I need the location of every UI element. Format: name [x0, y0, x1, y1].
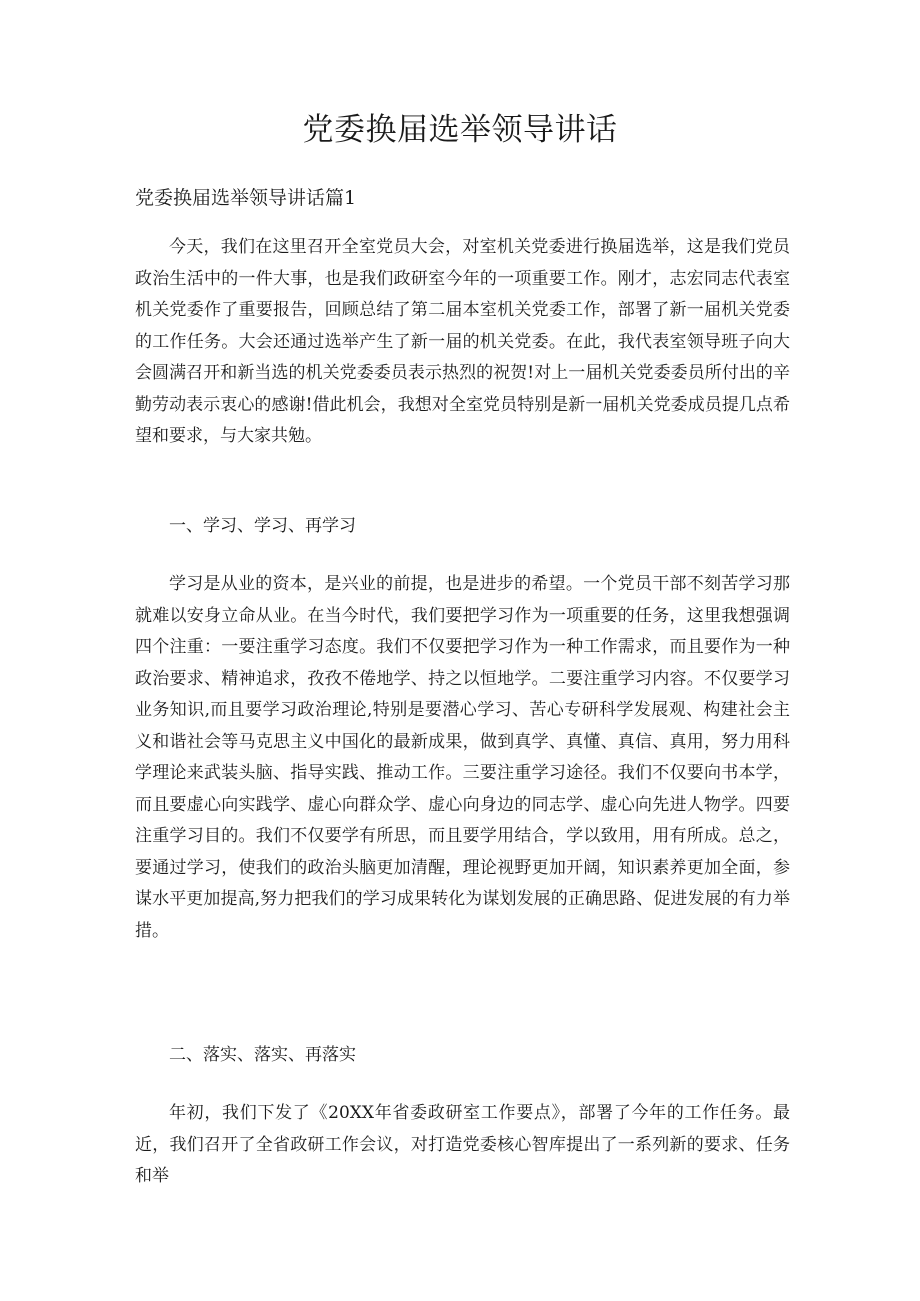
heading-study: 一、学习、学习、再学习 — [169, 516, 356, 536]
heading-implement: 二、落实、落实、再落实 — [169, 1045, 356, 1065]
paragraph-intro: 今天，我们在这里召开全室党员大会，对室机关党委进行换届选举，这是我们党员政治生活中的一件大事，也是我们政研室今年的一项重要工作。刚才，志宏同志代表室机关党委作了重要报告，回顾总结了第二届本室机关党委工作，部署了新一届机关党委的工作任务。大会还通过选举产生了新一届的机关党委。在此，我代表室领导班子向大会圆满召开和新当选的机关党委委员表示热烈的祝贺!对上一届机关党委委员所付出的辛勤劳动表示衷心的感谢!借此机会，我想对全室党员特别是新一届机关党委成员提几点希望和要求，与大家共勉。 — [135, 237, 790, 446]
paragraph-implement: 年初，我们下发了《20XX年省委政研室工作要点》，部署了今年的工作任务。最近，我们召开了全省政研工作会议，对打造党委核心智库提出了一系列新的要求、任务和举 — [135, 1103, 790, 1186]
section-title: 党委换届选举领导讲话篇1 — [135, 187, 357, 209]
paragraph-study: 学习是从业的资本，是兴业的前提，也是进步的希望。一个党员干部不刻苦学习那就难以安身立命从业。在当今时代，我们要把学习作为一项重要的任务，这里我想强调四个注重：一要注重学习态度。我们不仅要把学习作为一种工作需求，而且要作为一种政治要求、精神追求，孜孜不倦地学、持之以恒地学。二要注重学习内容。不仅要学习业务知识,而且要学习政治理论,特别是要潜心学习、苦心专研科学发展观、构建社会主义和谐社会等马克思主义中国化的最新成果，做到真学、真懂、真信、真用，努力用科学理论来武装头脑、指导实践、推动工作。三要注重学习途径。我们不仅要向书本学，而且要虚心向实践学、虚心向群众学、虚心向身边的同志学、虚心向先进人物学。四要注重学习目的。我们不仅要学有所思，而且要学用结合，学以致用，用有所成。总之，要通过学习，使我们的政治头脑更加清醒，理论视野更加开阔，知识素养更加全面，参谋水平更加提高,努力把我们的学习成果转化为谋划发展的正确思路、促进发展的有力举措。 — [135, 574, 790, 941]
document-title: 党委换届选举领导讲话 — [302, 112, 618, 148]
